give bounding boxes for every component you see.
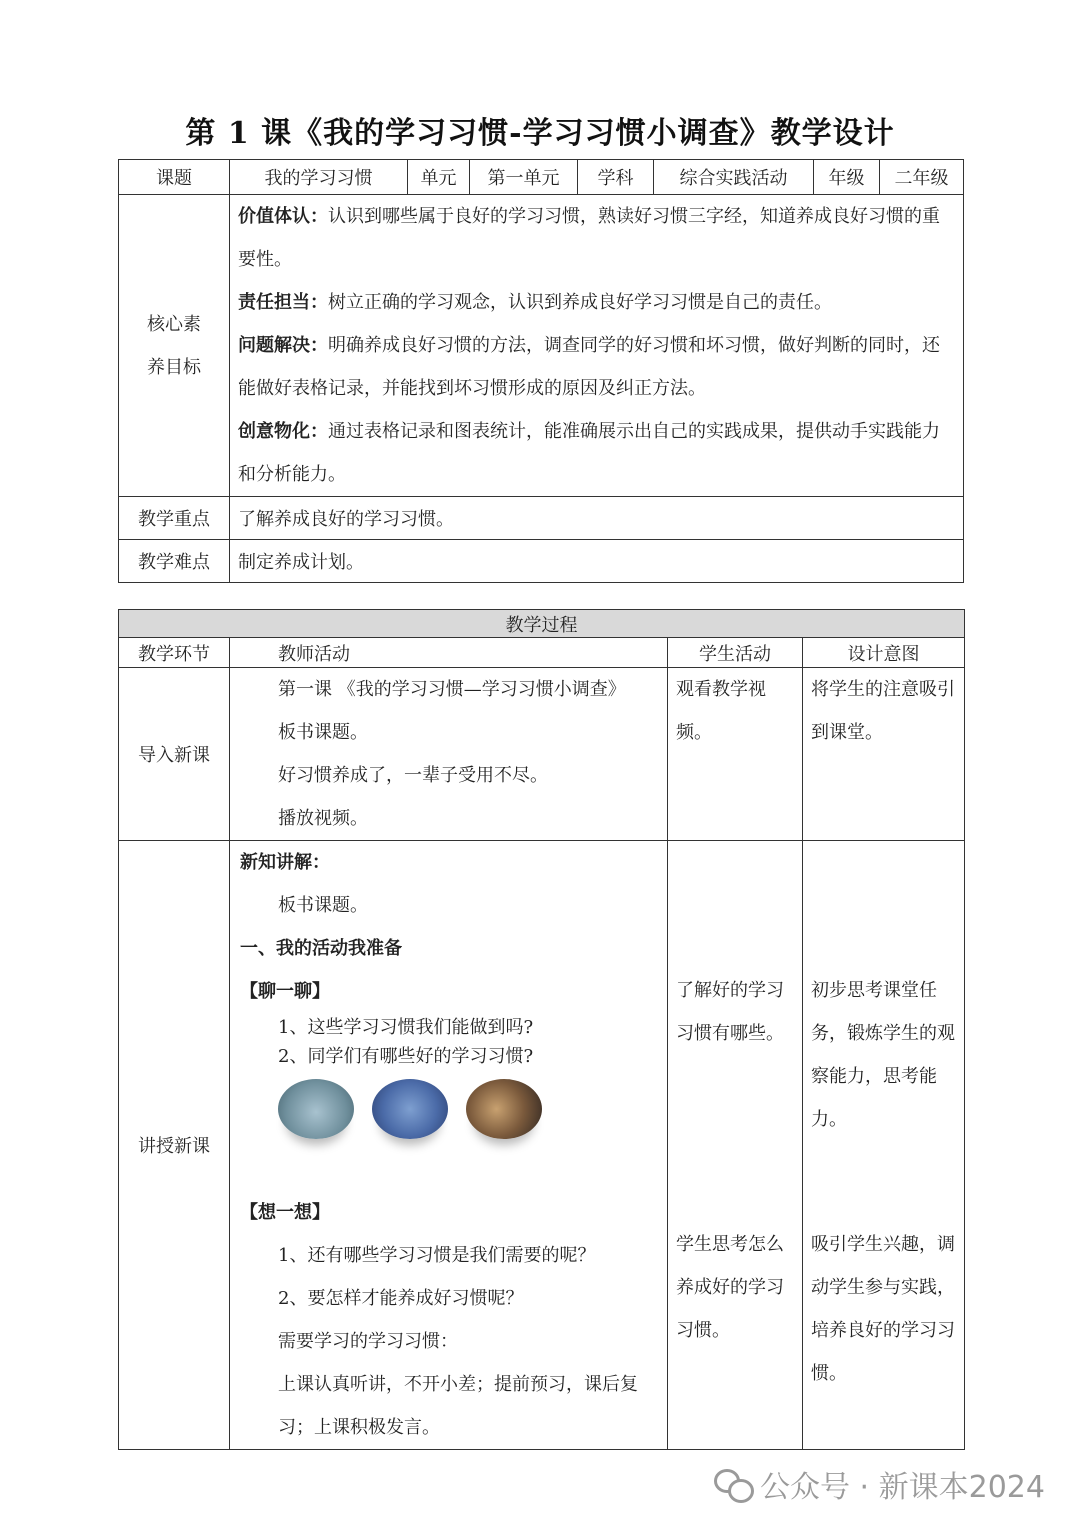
intro-student: 观看教学视频。 bbox=[668, 668, 803, 841]
col-stage: 教学环节 bbox=[119, 638, 230, 668]
topic-value: 我的学习习惯 bbox=[230, 160, 408, 195]
col-student: 学生活动 bbox=[668, 638, 803, 668]
classroom-photo-2 bbox=[372, 1079, 448, 1139]
classroom-photo-3 bbox=[466, 1079, 542, 1139]
process-table bbox=[118, 609, 965, 1450]
grade-label: 年级 bbox=[814, 160, 880, 195]
topic-label: 课题 bbox=[119, 160, 230, 195]
lesson-info-table bbox=[118, 159, 964, 583]
wechat-icon bbox=[714, 1467, 752, 1501]
grade-value: 二年级 bbox=[880, 160, 964, 195]
subject-label: 学科 bbox=[578, 160, 654, 195]
teach-stage: 讲授新课 bbox=[119, 841, 230, 1450]
unit-label: 单元 bbox=[408, 160, 470, 195]
goal-item: 创意物化：通过表格记录和图表统计，能准确展示出自己的实践成果，提供动手实践能力和分析能力。 bbox=[238, 421, 940, 485]
goal-item: 价值体认：认识到哪些属于良好的学习习惯，熟读好习惯三字经，知道养成良好习惯的重要性。 bbox=[238, 206, 940, 270]
intro-stage: 导入新课 bbox=[119, 668, 230, 841]
teach-teacher: 新知讲解： 板书课题。 一、我的活动我准备 【聊一聊】 1、这些学习习惯我们能做到吗? 2、同学们有哪些好的学习习惯? 【想一想】 1、还有哪些学习习惯是我们需要的呢？ 2、要怎样才能养成好习惯呢？ 需要学习的学习习惯： 上课认真听讲，不开小差；提前预习，课后复习；上课积极发言。 bbox=[230, 841, 668, 1450]
difficulty-label: 教学难点 bbox=[119, 540, 230, 583]
teach-student: 了解好的学习习惯有哪些。 学生思考怎么养成好的学习习惯。 bbox=[668, 841, 803, 1450]
goals-content bbox=[230, 195, 964, 497]
classroom-photos bbox=[230, 1071, 667, 1179]
classroom-photo-1 bbox=[278, 1079, 354, 1139]
goal-item: 问题解决：明确养成良好习惯的方法，调查同学的好习惯和坏习惯，做好判断的同时，还能做好表格记录，并能找到坏习惯形成的原因及纠正方法。 bbox=[238, 335, 940, 399]
key-point-text: 了解养成良好的学习习惯。 bbox=[230, 497, 964, 540]
subject-value: 综合实践活动 bbox=[654, 160, 814, 195]
goal-item: 责任担当：树立正确的学习观念，认识到养成良好学习习惯是自己的责任。 bbox=[238, 292, 832, 313]
watermark: 公众号 · 新课本2024 bbox=[714, 1462, 1045, 1506]
teach-intent: 初步思考课堂任务，锻炼学生的观察能力，思考能力。 吸引学生兴趣，调动学生参与实践，培养良好的学习习惯。 bbox=[803, 841, 965, 1450]
col-teacher: 教师活动 bbox=[230, 638, 668, 668]
col-intent: 设计意图 bbox=[803, 638, 965, 668]
intro-intent: 将学生的注意吸引到课堂。 bbox=[803, 668, 965, 841]
goals-label: 核心素养目标 bbox=[119, 195, 230, 497]
intro-teacher: 第一课 《我的学习习惯—学习习惯小调查》 板书课题。 好习惯养成了，一辈子受用不尽。 播放视频。 bbox=[230, 668, 668, 841]
difficulty-text: 制定养成计划。 bbox=[230, 540, 964, 583]
page-title: 第 1 课《我的学习习惯-学习习惯小调查》教学设计 bbox=[185, 116, 895, 151]
unit-value: 第一单元 bbox=[470, 160, 578, 195]
process-header: 教学过程 bbox=[119, 610, 965, 638]
key-point-label: 教学重点 bbox=[119, 497, 230, 540]
